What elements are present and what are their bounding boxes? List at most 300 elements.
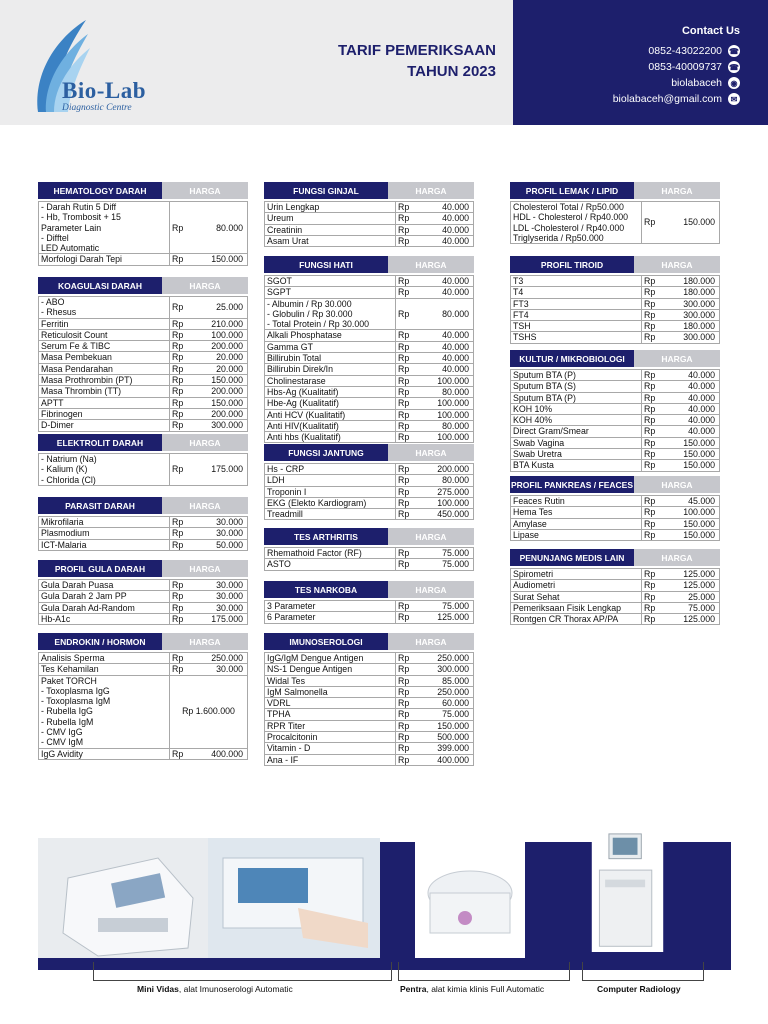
test-name: Analisis Sperma xyxy=(39,653,170,664)
contact-instagram-text: biolabaceh xyxy=(671,77,722,89)
pentra-photo xyxy=(208,838,380,958)
currency-label: Rp xyxy=(396,235,421,246)
test-price: 30.000 xyxy=(194,664,248,675)
caption-mini-vidas xyxy=(137,984,293,994)
test-name: SGPT xyxy=(265,287,396,298)
contact-phone-1[interactable] xyxy=(648,44,740,58)
caption-pentra xyxy=(400,984,544,994)
test-price: 300.000 xyxy=(666,309,720,320)
test-price: 150.000 xyxy=(666,449,720,460)
currency-label: Rp xyxy=(396,330,421,341)
test-name: Pemeriksaan Fisik Lengkap xyxy=(511,602,642,613)
caption-mini-vidas-rest: , alat Imunoserologi Automatic xyxy=(178,984,293,994)
test-price: 75.000 xyxy=(420,709,474,720)
test-price: 100.000 xyxy=(420,398,474,409)
test-name: Anti HCV (Kualitatif) xyxy=(265,409,396,420)
currency-label: Rp xyxy=(642,403,667,414)
test-price: 30.000 xyxy=(194,602,248,613)
table-row xyxy=(511,276,720,287)
test-price: 20.000 xyxy=(194,363,248,374)
price-table xyxy=(510,495,720,541)
currency-label: Rp xyxy=(396,497,421,508)
test-price: 250.000 xyxy=(420,653,474,664)
currency-label: Rp xyxy=(642,298,667,309)
test-name: Direct Gram/Smear xyxy=(511,426,642,437)
table-row xyxy=(265,698,474,709)
currency-label: Rp xyxy=(642,381,667,392)
currency-label: Rp xyxy=(642,309,667,320)
currency-label: Rp xyxy=(170,297,195,319)
test-name: Sputum BTA (S) xyxy=(511,381,642,392)
test-price: 80.000 xyxy=(420,475,474,486)
currency-label: Rp xyxy=(170,318,195,329)
test-price: 250.000 xyxy=(420,686,474,697)
table-row xyxy=(265,486,474,497)
currency-label: Rp xyxy=(396,664,421,675)
test-price: 125.000 xyxy=(666,580,720,591)
test-name: T4 xyxy=(511,287,642,298)
currency-label: Rp xyxy=(642,569,667,580)
contact-phone-2-text: 0853-40009737 xyxy=(648,61,722,73)
currency-label: Rp xyxy=(396,298,421,330)
section-title: FUNGSI JANTUNG xyxy=(264,444,388,461)
currency-label: Rp xyxy=(642,518,667,529)
test-price: 80.000 xyxy=(420,386,474,397)
test-price: 180.000 xyxy=(666,321,720,332)
test-name: Ana - IF xyxy=(265,754,396,765)
test-price: 40.000 xyxy=(420,276,474,287)
table-row xyxy=(39,539,248,550)
currency-label: Rp xyxy=(642,287,667,298)
test-name: Troponin I xyxy=(265,486,396,497)
package-row xyxy=(265,298,474,330)
analyzer-photo xyxy=(415,838,525,958)
price-column-header: HARGA xyxy=(388,444,474,461)
table-row xyxy=(265,509,474,520)
caption-computer-radiology-bold: Computer Radiology xyxy=(597,984,681,994)
package-items: Cholesterol Total / Rp50.000 HDL - Cholesterol / Rp40.000 LDL -Cholesterol / Rp40.000 Triglyserida / Rp50.000 xyxy=(511,202,642,244)
test-name: Ureum xyxy=(265,213,396,224)
section-title: PROFIL TIROID xyxy=(510,256,634,273)
currency-label: Rp xyxy=(642,602,667,613)
table-row xyxy=(265,420,474,431)
section-hati xyxy=(264,256,474,443)
test-price: 210.000 xyxy=(194,318,248,329)
price-column-header: HARGA xyxy=(634,256,720,273)
package-items: - Darah Rutin 5 Diff - Hb, Trombosit + 15 Parameter Lain - Difftel LED Automatic xyxy=(39,202,170,254)
test-price: 40.000 xyxy=(420,364,474,375)
test-name: NS-1 Dengue Antigen xyxy=(265,664,396,675)
section-header xyxy=(510,182,720,199)
table-row xyxy=(265,432,474,443)
section-arthritis xyxy=(264,528,474,571)
test-price: 150.000 xyxy=(194,254,248,265)
test-price: 80.000 xyxy=(420,420,474,431)
test-name: Reticulosit Count xyxy=(39,329,170,340)
test-price: 150.000 xyxy=(666,437,720,448)
test-name: Billirubin Direk/In xyxy=(265,364,396,375)
table-row xyxy=(511,415,720,426)
price-column-header: HARGA xyxy=(634,350,720,367)
section-title: PROFIL LEMAK / LIPID xyxy=(510,182,634,199)
section-endrokin xyxy=(38,633,248,760)
table-row xyxy=(265,364,474,375)
package-row xyxy=(39,454,248,486)
test-name: Masa Pendarahan xyxy=(39,363,170,374)
test-name: Cholinestarase xyxy=(265,375,396,386)
section-tiroid xyxy=(510,256,720,344)
currency-label: Rp xyxy=(396,364,421,375)
currency-label: Rp xyxy=(170,202,195,254)
test-price: 175.000 xyxy=(194,613,248,624)
section-jantung xyxy=(264,444,474,520)
brand-subtitle: Diagnostic Centre xyxy=(62,103,132,113)
currency-label: Rp xyxy=(396,464,421,475)
section-title: IMUNOSEROLOGI xyxy=(264,633,388,650)
test-price: 40.000 xyxy=(420,330,474,341)
price-table xyxy=(38,296,248,432)
table-row xyxy=(265,375,474,386)
test-price: 100.000 xyxy=(420,375,474,386)
table-row xyxy=(265,475,474,486)
test-name: Ferritin xyxy=(39,318,170,329)
currency-label: Rp xyxy=(642,460,667,471)
section-title: TES ARTHRITIS xyxy=(264,528,388,545)
currency-label: Rp xyxy=(642,580,667,591)
test-name: RPR Titer xyxy=(265,720,396,731)
table-row xyxy=(265,754,474,765)
caption-bracket xyxy=(93,962,392,981)
currency-label: Rp xyxy=(642,370,667,381)
section-narkoba xyxy=(264,581,474,624)
table-row xyxy=(39,517,248,528)
section-header xyxy=(264,256,474,273)
section-header xyxy=(510,350,720,367)
test-name: Hbs-Ag (Kualitatif) xyxy=(265,386,396,397)
test-name: TSH xyxy=(511,321,642,332)
test-name: Gula Darah Puasa xyxy=(39,580,170,591)
test-name: Tes Kehamilan xyxy=(39,664,170,675)
test-price: 150.000 xyxy=(194,375,248,386)
table-row xyxy=(511,426,720,437)
currency-label: Rp xyxy=(396,754,421,765)
currency-label: Rp xyxy=(396,276,421,287)
section-title: PARASIT DARAH xyxy=(38,497,162,514)
test-price: 40.000 xyxy=(420,202,474,213)
table-row xyxy=(265,341,474,352)
currency-label: Rp xyxy=(170,591,195,602)
test-name: Hema Tes xyxy=(511,507,642,518)
test-price: 100.000 xyxy=(420,409,474,420)
test-price: 40.000 xyxy=(666,392,720,403)
table-row xyxy=(39,591,248,602)
test-name: Serum Fe & TIBC xyxy=(39,341,170,352)
currency-label: Rp xyxy=(170,664,195,675)
price-column-header: HARGA xyxy=(162,434,248,451)
package-price: 175.000 xyxy=(194,454,248,486)
table-row xyxy=(265,235,474,246)
test-name: Feaces Rutin xyxy=(511,496,642,507)
test-price: 200.000 xyxy=(194,408,248,419)
test-price: 40.000 xyxy=(666,381,720,392)
caption-bracket xyxy=(582,962,704,981)
table-row xyxy=(39,613,248,624)
section-title: PROFIL PANKREAS / FEACES xyxy=(510,476,634,493)
test-price: 399.000 xyxy=(420,743,474,754)
table-row xyxy=(265,202,474,213)
currency-label: Rp xyxy=(170,363,195,374)
price-table xyxy=(264,275,474,443)
test-name: ASTO xyxy=(265,559,396,570)
test-price: 400.000 xyxy=(194,748,248,759)
test-price: 180.000 xyxy=(666,287,720,298)
test-name: Plasmodium xyxy=(39,528,170,539)
section-header xyxy=(264,581,474,598)
currency-label: Rp xyxy=(396,653,421,664)
test-name: Masa Thrombin (TT) xyxy=(39,386,170,397)
currency-label: Rp xyxy=(396,732,421,743)
section-header xyxy=(510,476,720,493)
currency-label: Rp xyxy=(170,748,195,759)
currency-label: Rp xyxy=(170,329,195,340)
price-table xyxy=(510,201,720,244)
test-price: 125.000 xyxy=(666,569,720,580)
currency-label: Rp xyxy=(642,496,667,507)
section-title: ELEKTROLIT DARAH xyxy=(38,434,162,451)
table-row xyxy=(511,321,720,332)
test-name: Amylase xyxy=(511,518,642,529)
test-name: TSHS xyxy=(511,332,642,343)
test-name: VDRL xyxy=(265,698,396,709)
title-line-1: TARIF PEMERIKSAAN xyxy=(337,42,496,59)
caption-pentra-rest: , alat kimia klinis Full Automatic xyxy=(426,984,545,994)
test-price: 180.000 xyxy=(666,276,720,287)
currency-label: Rp xyxy=(396,475,421,486)
computer-radiology-photo xyxy=(590,832,665,952)
table-row xyxy=(39,397,248,408)
package-row xyxy=(39,202,248,254)
test-name: Hs - CRP xyxy=(265,464,396,475)
currency-label: Rp xyxy=(170,613,195,624)
currency-label: Rp xyxy=(642,392,667,403)
currency-label: Rp xyxy=(642,321,667,332)
test-price: 400.000 xyxy=(420,754,474,765)
mini-vidas-photo xyxy=(38,838,208,958)
table-row xyxy=(39,254,248,265)
test-name: Rhemathoid Factor (RF) xyxy=(265,548,396,559)
caption-computer-radiology xyxy=(597,984,681,994)
currency-label: Rp xyxy=(170,375,195,386)
section-title: KOAGULASI DARAH xyxy=(38,277,162,294)
test-name: Surat Sehat xyxy=(511,591,642,602)
test-name: D-Dimer xyxy=(39,420,170,431)
brand-name: Bio-Lab xyxy=(62,78,147,103)
test-price: 150.000 xyxy=(666,529,720,540)
caption-mini-vidas-bold: Mini Vidas xyxy=(137,984,179,994)
section-penunjang xyxy=(510,549,720,625)
test-price: 300.000 xyxy=(420,664,474,675)
test-price: 100.000 xyxy=(420,497,474,508)
test-price: 40.000 xyxy=(666,426,720,437)
currency-label: Rp xyxy=(396,287,421,298)
test-price: 300.000 xyxy=(666,298,720,309)
page-title xyxy=(338,40,496,82)
price-table xyxy=(510,568,720,625)
test-name: Hb-A1c xyxy=(39,613,170,624)
test-name: IgG/IgM Dengue Antigen xyxy=(265,653,396,664)
table-row xyxy=(265,276,474,287)
test-price: 200.000 xyxy=(420,464,474,475)
test-price: 100.000 xyxy=(666,507,720,518)
table-row xyxy=(39,363,248,374)
table-row xyxy=(265,497,474,508)
section-header xyxy=(510,549,720,566)
package-price: 80.000 xyxy=(194,202,248,254)
table-row xyxy=(39,602,248,613)
section-title: KULTUR / MIKROBIOLOGI xyxy=(510,350,634,367)
test-name: Fibrinogen xyxy=(39,408,170,419)
test-name: Mikrofilaria xyxy=(39,517,170,528)
test-price: 30.000 xyxy=(194,528,248,539)
section-elektrolit xyxy=(38,434,248,486)
package-price: 80.000 xyxy=(420,298,474,330)
section-ginjal xyxy=(264,182,474,247)
test-name: SGOT xyxy=(265,276,396,287)
table-row xyxy=(511,309,720,320)
price-column-header: HARGA xyxy=(162,277,248,294)
table-row xyxy=(511,580,720,591)
test-name: LDH xyxy=(265,475,396,486)
price-table xyxy=(38,201,248,266)
currency-label: Rp xyxy=(396,375,421,386)
test-price: 40.000 xyxy=(420,224,474,235)
table-row xyxy=(511,507,720,518)
test-name: EKG (Elekto Kardiogram) xyxy=(265,497,396,508)
test-name: ICT-Malaria xyxy=(39,539,170,550)
test-price: 40.000 xyxy=(420,287,474,298)
currency-label: Rp xyxy=(396,709,421,720)
test-name: Hbe-Ag (Kualitatif) xyxy=(265,398,396,409)
price-table xyxy=(38,652,248,760)
table-row xyxy=(511,381,720,392)
test-price: 200.000 xyxy=(194,386,248,397)
table-row xyxy=(265,287,474,298)
price-table xyxy=(264,600,474,624)
currency-label: Rp xyxy=(642,507,667,518)
section-koagulasi xyxy=(38,277,248,432)
price-column-header: HARGA xyxy=(162,560,248,577)
test-name: TPHA xyxy=(265,709,396,720)
currency-label: Rp xyxy=(170,602,195,613)
test-name: Sputum BTA (P) xyxy=(511,392,642,403)
currency-label: Rp xyxy=(170,528,195,539)
test-name: Creatinin xyxy=(265,224,396,235)
package-row xyxy=(39,297,248,319)
currency-label: Rp xyxy=(170,254,195,265)
table-row xyxy=(265,409,474,420)
currency-label: Rp xyxy=(396,720,421,731)
caption-bracket xyxy=(398,962,570,981)
test-price: 75.000 xyxy=(666,602,720,613)
test-price: 85.000 xyxy=(420,675,474,686)
table-row xyxy=(511,403,720,414)
currency-label: Rp xyxy=(170,408,195,419)
section-title: PROFIL GULA DARAH xyxy=(38,560,162,577)
currency-label: Rp xyxy=(396,548,421,559)
test-name: Procalcitonin xyxy=(265,732,396,743)
section-header xyxy=(264,528,474,545)
price-table xyxy=(264,201,474,247)
table-row xyxy=(511,437,720,448)
currency-label: Rp xyxy=(642,449,667,460)
currency-label: Rp xyxy=(170,341,195,352)
contact-phone-2[interactable] xyxy=(648,60,740,74)
table-row xyxy=(511,370,720,381)
price-table xyxy=(38,579,248,625)
table-row xyxy=(265,664,474,675)
table-row xyxy=(39,408,248,419)
currency-label: Rp xyxy=(642,415,667,426)
currency-label: Rp xyxy=(170,517,195,528)
test-price: 25.000 xyxy=(666,591,720,602)
test-name: Alkali Phosphatase xyxy=(265,330,396,341)
contact-phone-1-text: 0852-43022200 xyxy=(648,45,722,57)
currency-label: Rp xyxy=(642,529,667,540)
section-header xyxy=(38,497,248,514)
package-price: 25.000 xyxy=(194,297,248,319)
currency-label: Rp xyxy=(170,653,195,664)
table-row xyxy=(265,559,474,570)
table-row xyxy=(511,449,720,460)
currency-label: Rp xyxy=(642,591,667,602)
currency-label: Rp xyxy=(396,509,421,520)
price-column-header: HARGA xyxy=(388,256,474,273)
table-row xyxy=(39,352,248,363)
test-name: Swab Vagina xyxy=(511,437,642,448)
test-name: Gula Darah 2 Jam PP xyxy=(39,591,170,602)
currency-label: Rp xyxy=(396,224,421,235)
test-price: 50.000 xyxy=(194,539,248,550)
test-name: Spirometri xyxy=(511,569,642,580)
table-row xyxy=(265,330,474,341)
test-price: 40.000 xyxy=(666,415,720,426)
test-name: BTA Kusta xyxy=(511,460,642,471)
section-title: ENDROKIN / HORMON xyxy=(38,633,162,650)
test-name: Masa Pembekuan xyxy=(39,352,170,363)
section-parasit xyxy=(38,497,248,551)
price-table xyxy=(38,453,248,486)
test-price: 75.000 xyxy=(420,601,474,612)
table-row xyxy=(511,332,720,343)
contact-email[interactable] xyxy=(613,92,740,106)
table-row xyxy=(511,569,720,580)
price-column-header: HARGA xyxy=(388,581,474,598)
test-price: 275.000 xyxy=(420,486,474,497)
section-title: FUNGSI GINJAL xyxy=(264,182,388,199)
price-column-header: HARGA xyxy=(162,633,248,650)
contact-instagram[interactable] xyxy=(671,76,740,90)
currency-label: Rp xyxy=(170,352,195,363)
test-price: 300.000 xyxy=(666,332,720,343)
table-row xyxy=(511,518,720,529)
table-row xyxy=(265,675,474,686)
currency-label: Rp xyxy=(396,213,421,224)
package-items: - Natrium (Na) - Kalium (K) - Chlorida (Cl) xyxy=(39,454,170,486)
package-price: Rp 1.600.000 xyxy=(170,675,248,748)
test-name: Anti hbs (Kualitatif) xyxy=(265,432,396,443)
price-column-header: HARGA xyxy=(162,182,248,199)
section-hematologi xyxy=(38,182,248,266)
